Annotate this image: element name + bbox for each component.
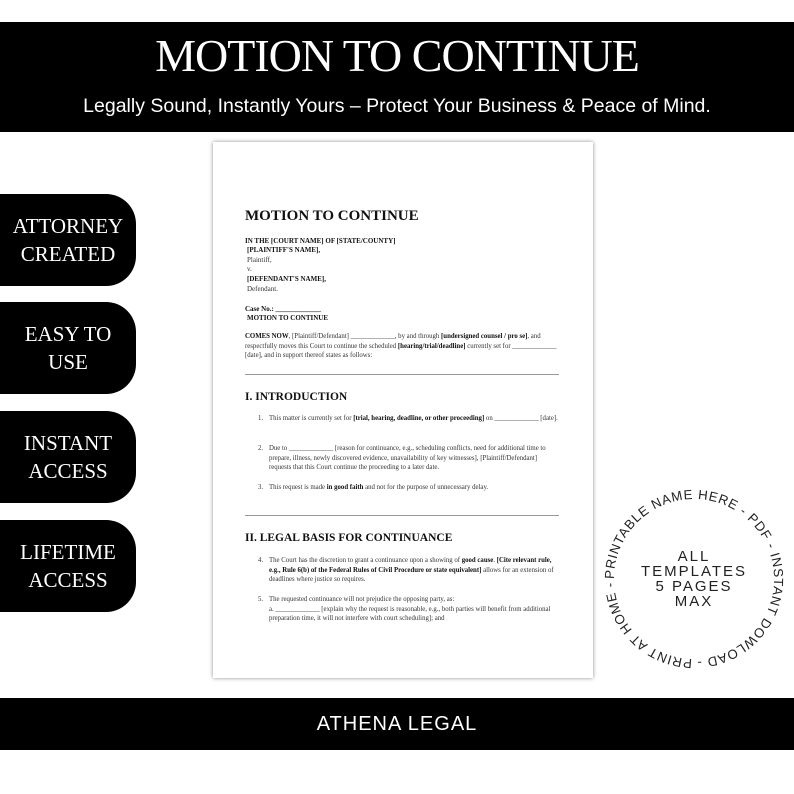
list-item: 4. The Court has the discretion to grant a continuance upon a showing of good cause. [Cite relevant rule, e.g., Rule 6(b) of the Federal Rules of Civil Procedure or state equivalent] allows for an extension of deadlines where justice so requires. xyxy=(258,557,554,583)
feature-line: ACCESS xyxy=(28,459,108,483)
badge-line: 5 PAGES xyxy=(655,578,733,595)
top-banner xyxy=(0,22,794,132)
feature-line: EASY TO xyxy=(24,322,112,346)
court-line: IN THE [COURT NAME] OF [STATE/COUNTY] xyxy=(245,237,396,245)
section-heading-legal-basis: II. LEGAL BASIS FOR CONTINUANCE xyxy=(245,532,453,544)
feature-line: INSTANT xyxy=(23,431,113,455)
badge-line: MAX xyxy=(674,593,714,610)
list-item: 1. This matter is currently set for [trial, hearing, deadline, or other proceeding] on _____________ [date]. xyxy=(258,415,558,422)
document-preview xyxy=(213,142,593,678)
feature-line: ACCESS xyxy=(28,568,108,592)
feature-badge-easy-to-use xyxy=(0,302,136,394)
list-item: 5. The requested continuance will not prejudice the opposing party, as: a. _____________ [explain why the request is reasonable, e.g., both parties will benefit from additional preparation time, it will not interfere with court scheduling]; and xyxy=(258,596,551,622)
feature-badge-attorney-created xyxy=(0,194,136,286)
badge-line: ALL xyxy=(677,548,711,565)
case-number: Case No.: _____________ xyxy=(245,305,322,313)
defendant-name: [DEFENDANT'S NAME], xyxy=(247,275,326,283)
versus-label: v. xyxy=(247,265,252,273)
feature-badge-lifetime-access xyxy=(0,520,136,612)
bottom-banner xyxy=(0,698,794,750)
plaintiff-label: Plaintiff, xyxy=(247,256,272,264)
brand-name: ATHENA LEGAL xyxy=(316,713,478,735)
document-title: MOTION TO CONTINUE xyxy=(245,208,419,224)
plaintiff-name: [PLAINTIFF'S NAME], xyxy=(247,246,321,254)
intro-paragraph: COMES NOW, [Plaintiff/Defendant] _____________, by and through [undersigned counsel / pro se], and respectfully moves this Court to continue the scheduled [hearing/trial/deadline] currently set for _____________ [date], and in support thereof states as follows: xyxy=(245,333,557,359)
feature-line: LIFETIME xyxy=(20,540,116,564)
page-subtitle: Legally Sound, Instantly Yours – Protect Your Business & Peace of Mind. xyxy=(83,95,711,117)
defendant-label: Defendant. xyxy=(247,285,278,293)
circular-badge xyxy=(598,483,790,675)
page-title: MOTION TO CONTINUE xyxy=(155,30,639,81)
section-heading-introduction: I. INTRODUCTION xyxy=(245,391,348,403)
list-item: 3. This request is made in good faith and not for the purpose of unnecessary delay. xyxy=(258,484,489,491)
feature-line: CREATED xyxy=(20,242,116,266)
feature-line: ATTORNEY xyxy=(12,214,124,238)
badge-ring-text: PRINTABLE NAME HERE - PDF - INSTANT DOWLOAD - PRINT AT HOME - xyxy=(601,486,787,672)
list-item: 2. Due to _____________ [reason for continuance, e.g., scheduling conflicts, need for additional time to prepare, illness, newly discovered evidence, unavailability of key witnesses], [Plaintiff/Defendant] requests that this Court continue the proceeding to a later date. xyxy=(258,445,546,471)
motion-label: MOTION TO CONTINUE xyxy=(247,314,329,322)
badge-line: TEMPLATES xyxy=(640,563,748,580)
feature-line: USE xyxy=(48,350,88,374)
feature-badge-instant-access xyxy=(0,411,136,503)
divider xyxy=(245,374,559,375)
divider xyxy=(245,515,559,516)
